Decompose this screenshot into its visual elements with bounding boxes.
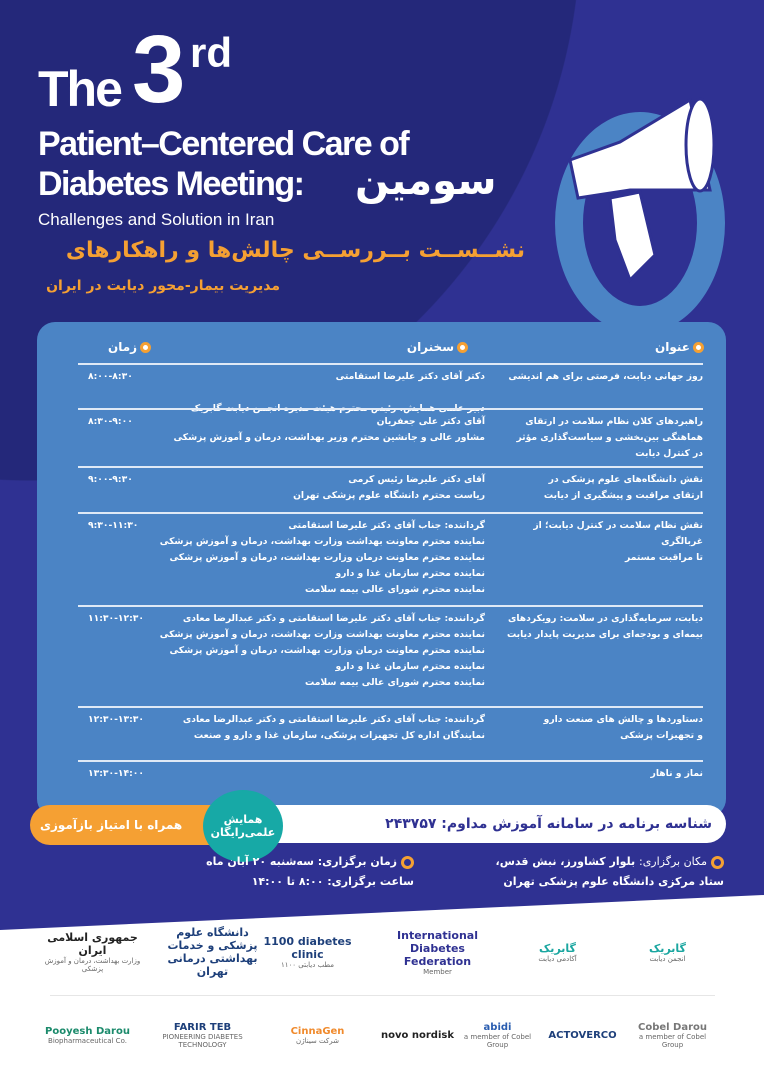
logo-subtitle: وزارت بهداشت، درمان و آموزش پزشکی [44,957,141,973]
session-title-line: نقش نظام سلامت در کنترل دیابت؛ از غربالگری [533,520,703,547]
title-suffix: rd [190,29,232,76]
cme-points-badge: همراه با امتیاز بازآموزی [30,805,235,845]
sponsor-logo [505,922,610,982]
session-speakers-line: گرداننده: جناب آقای دکتر علیرضا استقامتی و دکتر عبدالرضا معادی [182,613,485,624]
session-speakers-line: مشاور عالی و جانشین محترم وزیر بهداشت، درمان و آموزش پزشکی [173,432,485,443]
logo-name: CinnaGen [290,1025,345,1037]
session-title-line: هماهنگی بین‌بخشی و سیاست‌گذاری مؤثر [516,432,703,443]
header-title [655,340,704,354]
sponsor-logo [275,1005,360,1065]
row-divider [78,466,703,468]
venue-info [424,852,724,892]
session-title [503,369,703,385]
logo-name: دانشگاه علوم پزشکی و خدمات بهداشتی درمانی تهران [167,926,258,978]
session-time: ۸:۰۰-۸:۳۰ [88,371,133,382]
bullet-icon [711,856,724,869]
session-title [503,766,703,782]
session-time: ۸:۳۰-۹:۰۰ [88,416,133,427]
session-title [503,414,703,462]
session-speakers [155,472,485,504]
session-speakers [155,414,485,446]
session-speakers-line [155,385,485,401]
header-speakers [407,340,468,354]
logo-subtitle: a member of Cobel Group [638,1032,707,1049]
session-title-line: دستاوردها و چالش های صنعت دارو [543,714,703,725]
sponsor-logo [540,1005,625,1065]
bullet-icon [457,342,468,353]
session-time: ۹:۳۰-۱۱:۳۰ [88,520,139,531]
logo-name: Cobel Darou [637,1021,708,1033]
session-title [503,518,703,566]
logo-subtitle: آکادمی دیابت [538,954,577,963]
session-speakers-line: نماینده محترم معاونت درمان وزارت بهداشت، درمان و آموزش پزشکی [169,552,485,563]
session-time: ۱۱:۳۰-۱۲:۳۰ [88,613,145,624]
session-speakers-line: دکتر آقای دکتر علیرضا استقامتی [335,371,485,382]
session-title-line: بیمه‌ای و بودجه‌ای برای مدیریت پایدار دیابت [506,629,703,640]
subtitle: Challenges and Solution in Iran [38,210,275,229]
session-title-line: نقش دانشگاه‌های علوم پزشکی در [548,474,703,485]
row-divider [78,512,703,514]
session-speakers [155,518,485,598]
session-speakers-line: گرداننده: جناب آقای دکتر علیرضا استقامتی [288,520,485,531]
row-divider [78,605,703,607]
logo-subtitle: Biopharmaceutical Co. [48,1036,127,1045]
logo-subtitle: انجمن دیابت [649,954,686,963]
row-divider [78,706,703,708]
logo-name: گابریک [539,941,576,955]
venue-label: مکان برگزاری: [638,855,707,868]
session-title-line: راهبردهای کلان نظام سلامت در ارتقای [525,416,703,427]
session-speakers [155,611,485,691]
session-speakers-line: نماینده محترم سازمان غذا و دارو [335,661,485,672]
bullet-icon [140,342,151,353]
sponsor-logo [160,922,265,982]
sponsor-logo [40,922,145,982]
session-speakers-line: نمایندگان اداره کل تجهیزات پزشکی، سازمان غذا و دارو و صنعت [193,730,485,741]
persian-subtitle: نشــســت بــررســی چالش‌ها و راهکارهای [65,238,525,263]
session-title-line: ارتقای مراقبت و پیشگیری از دیابت [543,490,703,501]
hours-line: ساعت برگزاری: ۸:۰۰ تا ۱۴:۰۰ [251,875,414,888]
logo-name: abidi [483,1021,512,1033]
logo-divider [50,995,715,996]
sponsor-logo [455,1005,540,1065]
sponsor-logo [255,922,360,982]
session-speakers-line: آقای دکتر علیرضا رئیس کرمی [348,474,485,485]
title-line2: Patient–Centered Care of [38,125,409,163]
logo-name: جمهوری اسلامی ایران [47,931,138,957]
session-title-line: دیابت، سرمایه‌گذاری در سلامت: رویکردهای [507,613,703,624]
session-speakers-line: ریاست محترم دانشگاه علوم پزشکی تهران [293,490,485,501]
session-title-line: روز جهانی دیابت، فرصتی برای هم اندیشی [508,371,703,382]
row-divider [78,363,703,365]
sponsor-logo [615,922,720,982]
sponsor-logo [630,1005,715,1065]
title-line3: Diabetes Meeting: [38,165,304,203]
session-speakers [155,712,485,744]
session-title [503,712,703,744]
sponsor-logo [375,1005,460,1065]
logo-subtitle: PIONEERING DIABETES TECHNOLOGY [162,1032,243,1049]
session-speakers-line: نماینده محترم شورای عالی بیمه سلامت [305,584,485,595]
logo-name: گابریک [649,941,686,955]
sponsor-logo [45,1005,130,1065]
header-time [108,340,151,354]
row-divider [78,760,703,762]
logo-subtitle: شرکت سیناژن [296,1036,339,1045]
session-title-line: نماز و ناهار [650,768,703,779]
logo-subtitle: a member of Cobel Group [463,1032,532,1049]
persian-subtitle-2: مدیریت بیمار-محور دیابت در ایران [46,278,280,294]
session-speakers-line: آقای دکتر علی جعفریان [376,416,485,427]
session-time: ۱۲:۳۰-۱۳:۳۰ [88,714,145,725]
row-divider [78,408,703,410]
session-speakers-line: نماینده محترم شورای عالی بیمه سلامت [305,677,485,688]
bullet-icon [401,856,414,869]
header-label: سخنران [406,340,454,354]
sponsor-logo [160,1005,245,1065]
session-title [503,472,703,504]
bullet-icon [693,342,704,353]
venue-line1: بلوار کشاورز، نبش قدس، [495,855,636,868]
sponsor-logo [385,922,490,982]
logo-subtitle: ۱۱۰۰ مطب دیابتی [281,961,334,969]
logo-name: Pooyesh Darou [45,1025,130,1037]
megaphone-icon [560,80,720,290]
header-label: عنوان [655,340,690,354]
header-label: زمان [108,340,138,354]
date-line: زمان برگزاری: سه‌شنبه ۲۰ آبان ماه [206,855,397,868]
program-code-banner: شناسه برنامه در سامانه آموزش مداوم: ۲۴۳۷۵۷ [215,805,726,843]
logo-subtitle: Member [423,967,452,976]
logo-name: International Diabetes Federation [397,928,478,968]
session-speakers-line: گرداننده: جناب آقای دکتر علیرضا استقامتی و دکتر عبدالرضا معادی [182,714,485,725]
session-speakers-line: نماینده محترم معاونت درمان وزارت بهداشت، درمان و آموزش پزشکی [169,645,485,656]
logo-name: FARIR TEB [173,1021,232,1033]
session-title-line: در کنترل دیابت [635,448,703,459]
venue-line2: ستاد مرکزی دانشگاه علوم پزشکی تهران [503,875,724,888]
session-speakers-line: نماینده محترم معاونت بهداشت وزارت بهداشت، درمان و آموزش پزشکی [159,536,485,547]
free-line1: همایش [223,813,263,826]
logo-name: ACTOVERCO [548,1029,617,1041]
session-time: ۹:۰۰-۹:۳۰ [88,474,133,485]
session-title-line: و تجهیزات پزشکی [620,730,703,741]
session-time: ۱۳:۳۰-۱۴:۰۰ [88,768,145,779]
title-persian: سومین [355,158,497,204]
session-title-line: تا مراقبت مستمر [624,552,703,563]
time-info [194,852,414,892]
session-speakers-line: نماینده محترم سازمان غذا و دارو [335,568,485,579]
free-line2: علمی‌رایگان [210,826,276,839]
title-number: 3 [132,16,186,123]
session-title [503,611,703,643]
session-speakers-line: نماینده محترم معاونت بهداشت وزارت بهداشت، درمان و آموزش پزشکی [159,629,485,640]
logo-name: 1100 diabetes clinic [263,935,352,961]
title-the: The [38,61,121,117]
logo-name: novo nordisk [381,1029,454,1041]
